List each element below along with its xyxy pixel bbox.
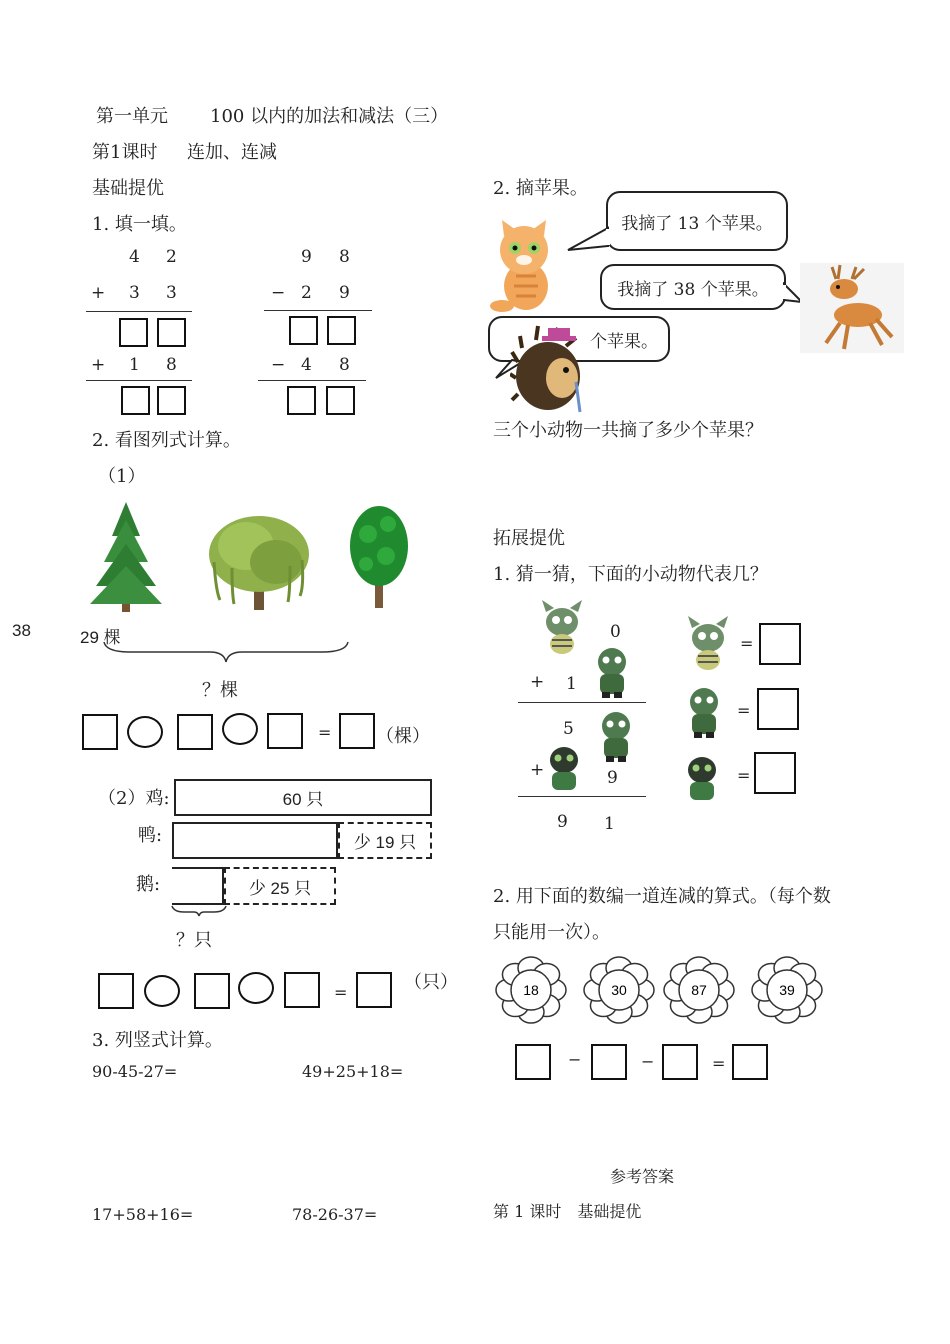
answer-box[interactable] (157, 386, 186, 415)
digit: 8 (339, 247, 350, 267)
answer-box[interactable] (121, 386, 150, 415)
equals-sign: = (318, 723, 332, 742)
digit: 1 (129, 355, 140, 375)
apple-question: 三个小动物一共摘了多少个苹果？ (493, 420, 763, 441)
digit: 4 (129, 247, 140, 267)
lesson-topic: 连加、连减 (187, 142, 277, 163)
digit: 2 (166, 247, 177, 267)
answer-box[interactable] (591, 1044, 627, 1080)
difference-line (258, 380, 366, 381)
goose-bar (172, 867, 224, 905)
digit: 2 (301, 283, 312, 303)
chicken-label: （2）鸡: (98, 788, 170, 809)
monster-a-icon (686, 616, 730, 672)
deer-icon (800, 263, 904, 353)
monster-b-icon (686, 684, 722, 740)
duck-less-bar (338, 822, 432, 859)
equals-sign: = (737, 766, 751, 785)
operator: + (91, 355, 106, 375)
flower-icon (582, 954, 656, 1026)
puzzle-operator: + (530, 760, 545, 780)
answer-box[interactable] (119, 318, 148, 347)
unit-tree-label: （棵） (376, 726, 430, 747)
deer-picture (800, 263, 904, 353)
goose-less-bar (224, 867, 336, 905)
monster-c-icon (546, 744, 584, 794)
operator-circle[interactable] (222, 713, 258, 745)
lesson-number: 第1课时 (92, 142, 158, 163)
unit-zhi-label: （只） (404, 972, 458, 993)
digit: 8 (166, 355, 177, 375)
answer-box[interactable] (287, 386, 316, 415)
goose-label: 鹅: (136, 874, 161, 895)
answer-box[interactable] (98, 973, 134, 1009)
puzzle-digit: 9 (557, 812, 568, 832)
duck-bar (172, 822, 338, 859)
duck-label: 鸭: (138, 825, 163, 846)
digit: 9 (301, 247, 312, 267)
answer-key-subtitle: 第 1 课时 基础提优 (493, 1202, 642, 1221)
deer-speech-bubble (600, 264, 786, 310)
puzzle-line (518, 702, 646, 703)
q2-part1-label: （1） (98, 466, 146, 487)
goose-less-label: 少 25 只 (248, 878, 312, 898)
minus-sign: − (641, 1052, 655, 1071)
sum-line (86, 380, 192, 381)
monster-b-icon (594, 644, 630, 700)
goose-brace (170, 904, 228, 918)
digit: 8 (339, 355, 350, 375)
willow-tree-icon (206, 512, 312, 612)
expression-1: 90-45-27= (92, 1062, 178, 1081)
deer-speech: 我摘了 38 个苹果。 (617, 279, 769, 300)
monster-a-icon (540, 600, 584, 656)
difference-line (264, 310, 372, 311)
chicken-bar (174, 779, 432, 816)
digit: 4 (301, 355, 312, 375)
expression-2: 49+25+18= (302, 1062, 404, 1081)
cat-icon (488, 220, 560, 314)
answer-box[interactable] (267, 713, 303, 749)
section-extended: 拓展提优 (493, 528, 565, 549)
monster-c-icon (684, 754, 722, 804)
operator: − (271, 283, 286, 303)
answer-key-title: 参考答案 (610, 1167, 675, 1186)
answer-box[interactable] (759, 623, 801, 665)
puzzle-digit: 0 (610, 622, 621, 642)
operator-circle[interactable] (238, 972, 274, 1004)
section-basic: 基础提优 (92, 178, 164, 199)
answer-box[interactable] (157, 318, 186, 347)
puzzle-digit: 5 (563, 719, 574, 739)
cat-speech: 我摘了 13 个苹果。 (621, 213, 773, 234)
answer-box[interactable] (754, 752, 796, 794)
q1-title: 1. 填一填。 (92, 214, 187, 235)
guess-title: 1. 猜一猜，下面的小动物代表几？ (493, 564, 768, 585)
puzzle-digit: 1 (566, 674, 577, 694)
digit: 3 (129, 283, 140, 303)
hedgehog-speech: 个苹果。 (590, 331, 658, 352)
subtraction-task-title: 2. 用下面的数编一道连减的算式。（每个数 (493, 886, 831, 907)
flower-icon (750, 954, 824, 1026)
puzzle-digit: 1 (604, 814, 615, 834)
side-number: 38 (12, 621, 31, 640)
flower-number: 30 (611, 982, 627, 998)
trees-count-label: 29 棵 (80, 628, 121, 647)
flower-icon (662, 954, 736, 1026)
duck-less-label: 少 19 只 (353, 833, 417, 852)
answer-box[interactable] (339, 713, 375, 749)
chicken-value: 60 只 (282, 790, 324, 809)
digit: 9 (339, 283, 350, 303)
operator: − (271, 355, 286, 375)
curly-brace (100, 638, 352, 664)
flower-number: 39 (779, 982, 795, 998)
answer-box[interactable] (82, 714, 118, 750)
answer-box[interactable] (732, 1044, 768, 1080)
expression-4: 78-26-37= (292, 1205, 378, 1224)
puzzle-operator: + (530, 672, 545, 692)
unit-title: 第一单元 (96, 106, 168, 127)
digit: 3 (166, 283, 177, 303)
operator-circle[interactable] (144, 975, 180, 1007)
answer-box[interactable] (289, 316, 318, 345)
answer-box[interactable] (327, 316, 356, 345)
puzzle-line (518, 796, 646, 797)
answer-box[interactable] (284, 972, 320, 1008)
equals-sign: = (737, 701, 751, 720)
pine-tree-icon (88, 500, 164, 614)
subtraction-task-title-cont: 只能用一次）。 (493, 922, 610, 943)
trees-question: ？棵 (202, 680, 238, 701)
answer-box[interactable] (757, 688, 799, 730)
equals-sign: = (712, 1054, 726, 1073)
answer-box[interactable] (356, 972, 392, 1008)
expression-3: 17+58+16= (92, 1205, 194, 1224)
operator-circle[interactable] (127, 716, 163, 748)
flower-number: 87 (691, 982, 707, 998)
puzzle-digit: 9 (607, 768, 618, 788)
bubble-tail (566, 224, 610, 254)
operator: + (91, 283, 106, 303)
q2-apple-title: 2. 摘苹果。 (493, 178, 588, 199)
unit-subtitle: 100 以内的加法和减法（三） (210, 106, 449, 127)
answer-box[interactable] (326, 386, 355, 415)
equals-sign: = (334, 983, 348, 1002)
equals-sign: = (740, 634, 754, 653)
sum-line (86, 311, 192, 312)
answer-box[interactable] (662, 1044, 698, 1080)
flower-number: 18 (523, 982, 539, 998)
goose-question: ？只 (176, 930, 212, 951)
answer-box[interactable] (177, 714, 213, 750)
cat-speech-bubble (606, 191, 788, 251)
round-tree-icon (348, 504, 410, 610)
monster-b-icon (598, 708, 634, 764)
flower-icon (494, 954, 568, 1026)
q2-title: 2. 看图列式计算。 (92, 430, 241, 451)
q3-title: 3. 列竖式计算。 (92, 1030, 223, 1051)
answer-box[interactable] (194, 973, 230, 1009)
answer-box[interactable] (515, 1044, 551, 1080)
hedgehog-icon (510, 322, 588, 414)
minus-sign: − (568, 1050, 582, 1069)
